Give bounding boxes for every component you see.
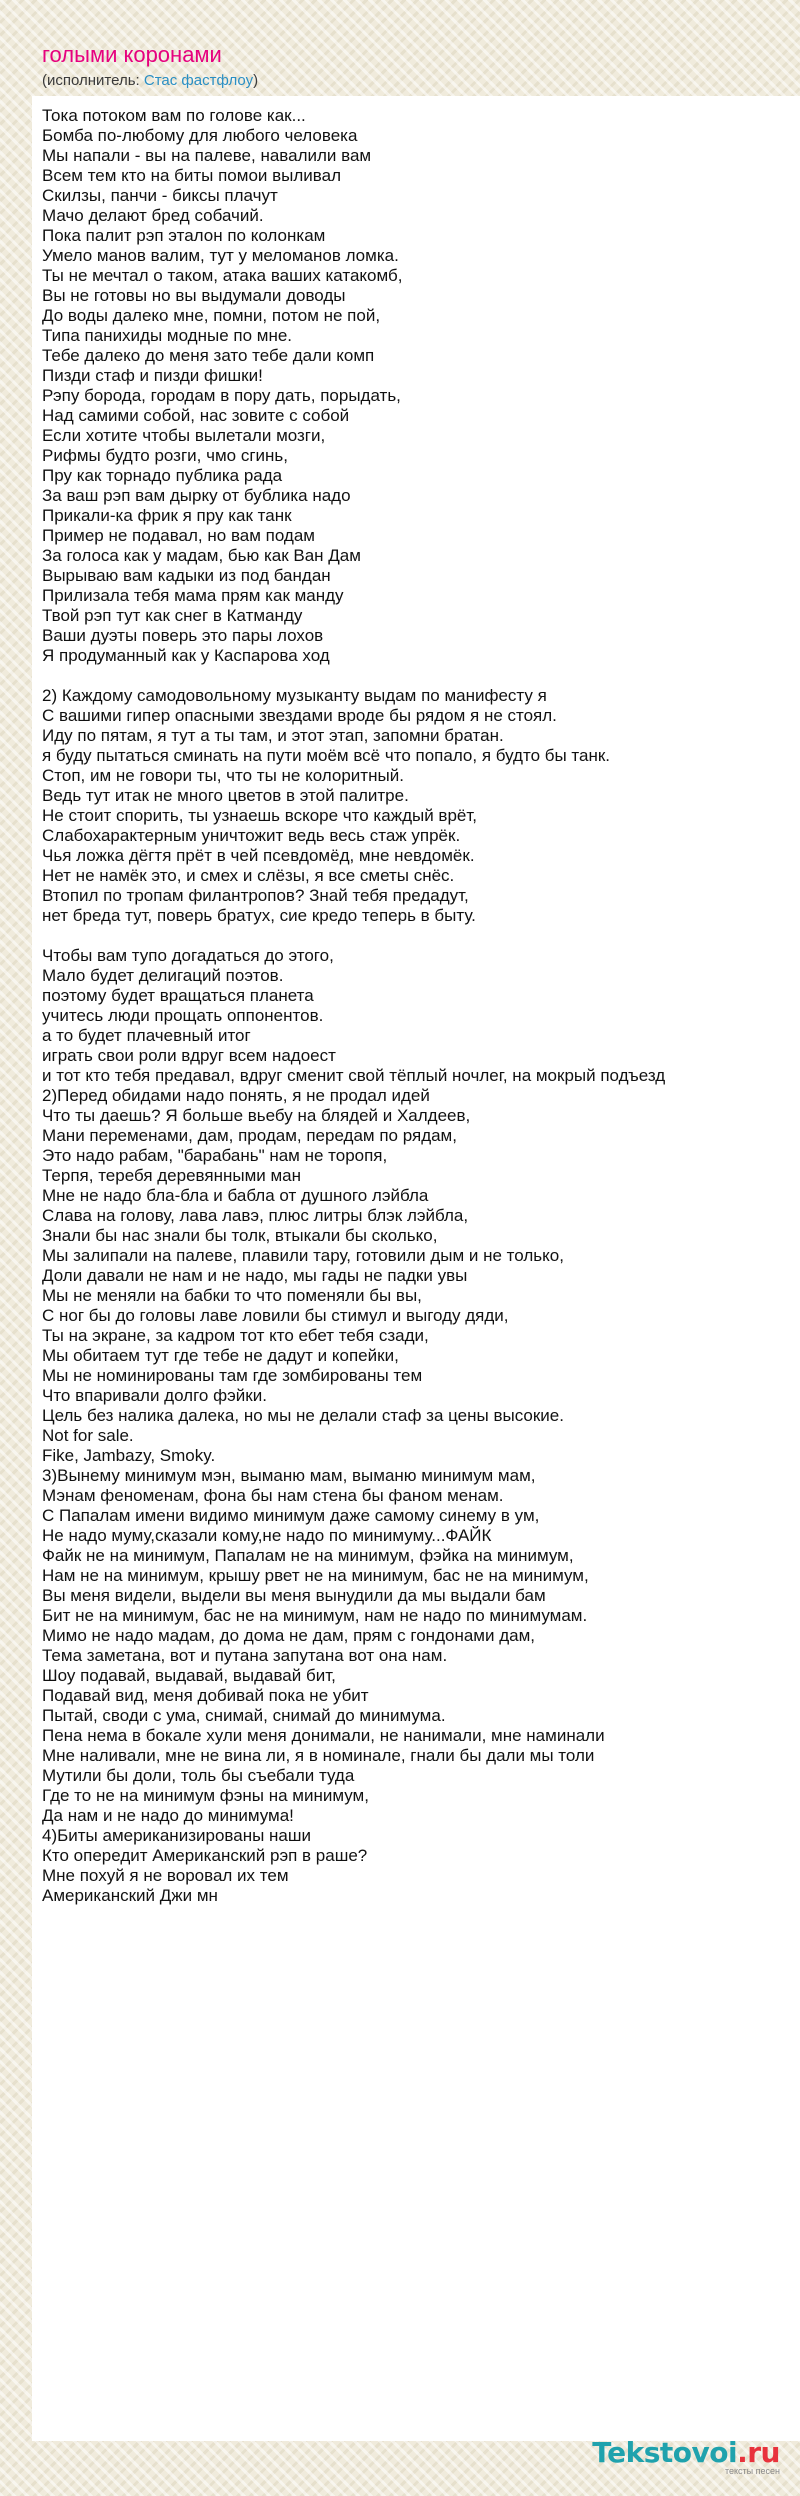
artist-prefix: (исполнитель:	[42, 72, 144, 89]
song-header	[42, 41, 258, 91]
logo-domain-text: .ru	[737, 2436, 780, 2469]
song-title: голыми коронами	[42, 42, 222, 67]
logo-wordmark	[592, 2438, 780, 2468]
artist-line	[42, 71, 258, 91]
artist-link[interactable]: Стас фастфлоу	[143, 72, 254, 89]
lyrics-panel	[32, 96, 800, 2441]
logo-main-text: Tekstovoi	[592, 2436, 738, 2469]
site-logo[interactable]	[592, 2438, 780, 2476]
artist-suffix: )	[253, 72, 259, 89]
lyrics-text: Тока потоком вам по голове как... Бомба по-любому для любого человека Мы напали - вы на палеве, навалили вам Всем тем кто на биты помои выливал Скилзы, панчи - биксы плачут Мачо делают бред собачий. Пока палит рэп эталон по колонкам Умело манов валим, тут у меломанов ломка. Ты не мечтал о таком, атака ваших катакомб, Вы не готовы но вы выдумали доводы До воды далеко мне, помни, потом не пой, Типа панихиды модные по мне. Тебе далеко до меня зато тебе дали комп Пизди стаф и пизди фишки! Рэпу борода, городам в пору дать, порыдать, Над самими собой, нас зовите с собой Если хотите чтобы вылетали мозги, Рифмы будто розги, чмо сгинь, Пру как торнадо публика рада За ваш рэп вам дырку от бублика надо Прикали-ка фрик я пру как танк Пример не подавал, но вам подам За голоса как у мадам, бью как Ван Дам Вырываю вам кадыки из под бандан Прилизала тебя мама прям как манду Твой рэп тут как снег в Катманду Ваши дуэты поверь это пары лохов Я продуманный как у Каспарова ход 2) Каждому самодовольному музыканту выдам по манифесту я С вашими гипер опасными звездами вроде бы рядом я не стоял. Иду по пятам, я тут а ты там, и этот этап, запомни братан. я буду пытаться сминать на пути моём всё что попало, я будто бы танк. Стоп, им не говори ты, что ты не колоритный. Ведь тут итак не много цветов в этой палитре. Не стоит спорить, ты узнаешь вскоре что каждый врёт, Слабохарактерным уничтожит ведь весь стаж упрёк. Чья ложка дёгтя прёт в чей псевдомёд, мне невдомёк. Нет не намёк это, и смех и слёзы, я все сметы снёс. Втопил по тропам филантропов? Знай тебя предадут, нет бреда тут, поверь братух, сие кредо теперь в быту. Чтобы вам тупо догадаться до этого, Мало будет делигаций поэтов. поэтому будет вращаться планета учитесь люди прощать оппонентов. а то будет плачевный итог играть свои роли вдруг всем надоест и тот кто тебя предавал, вдруг сменит свой тёплый ночлег, на мокрый подъезд 2)Перед обидами надо понять, я не продал идей Что ты даешь? Я больше вьебу на блядей и Халдеев, Мани переменами, дам, продам, передам по рядам, Это надо рабам, "барабань" нам не торопя, Терпя, теребя деревянными ман Мне не надо бла-бла и бабла от душного лэйбла Слава на голову, лава лавэ, плюс литры блэк лэйбла, Знали бы нас знали бы толк, втыкали бы сколько, Мы залипали на палеве, плавили тару, готовили дым и не только, Доли давали не нам и не надо, мы гады не падки увы Мы не меняли на бабки то что поменяли бы вы, С ног бы до головы лаве ловили бы стимул и выгоду дяди, Ты на экране, за кадром тот кто ебет тебя сзади, Мы обитаем тут где тебе не дадут и копейки, Мы не номинированы там где зомбированы тем Что впаривали долго фэйки. Цель без налика далека, но мы не делали стаф за цены высокие. Not for sale. Fike, Jambazy, Smoky. 3)Вынему минимум мэн, выманю мам, выманю минимум мам, Мэнам феноменам, фона бы нам стена бы фаном менам. С Папалам имени видимо минимум даже самому синему в ум, Не надо муму,сказали кому,не надо по минимуму...ФАЙК Файк не на минимум, Папалам не на минимум, фэйка на минимум, Нам не на минимум, крышу рвет не на минимум, бас не на минимум, Вы меня видели, выдели вы меня вынудили да мы выдали бам Бит не на минимум, бас не на минимум, нам не надо по минимумам. Мимо не надо мадам, до дома не дам, прям с гондонами дам, Тема заметана, вот и путана запутана вот она нам. Шоу подавай, выдавай, выдавай бит, Подавай вид, меня добивай пока не убит Пытай, своди с ума, снимай, снимай до минимума. Пена нема в бокале хули меня донимали, не нанимали, мне наминали Мне наливали, мне не вина ли, я в номинале, гнали бы дали мы толи Мутили бы доли, толь бы съебали туда Где то не на минимум фэны на минимум, Да нам и не надо до минимума! 4)Биты американизированы наши Кто опередит Американский рэп в раше? Мне похуй я не воровал их тем Американский Джи мн	[42, 106, 666, 1905]
logo-tagline: тексты песен	[724, 2466, 780, 2476]
